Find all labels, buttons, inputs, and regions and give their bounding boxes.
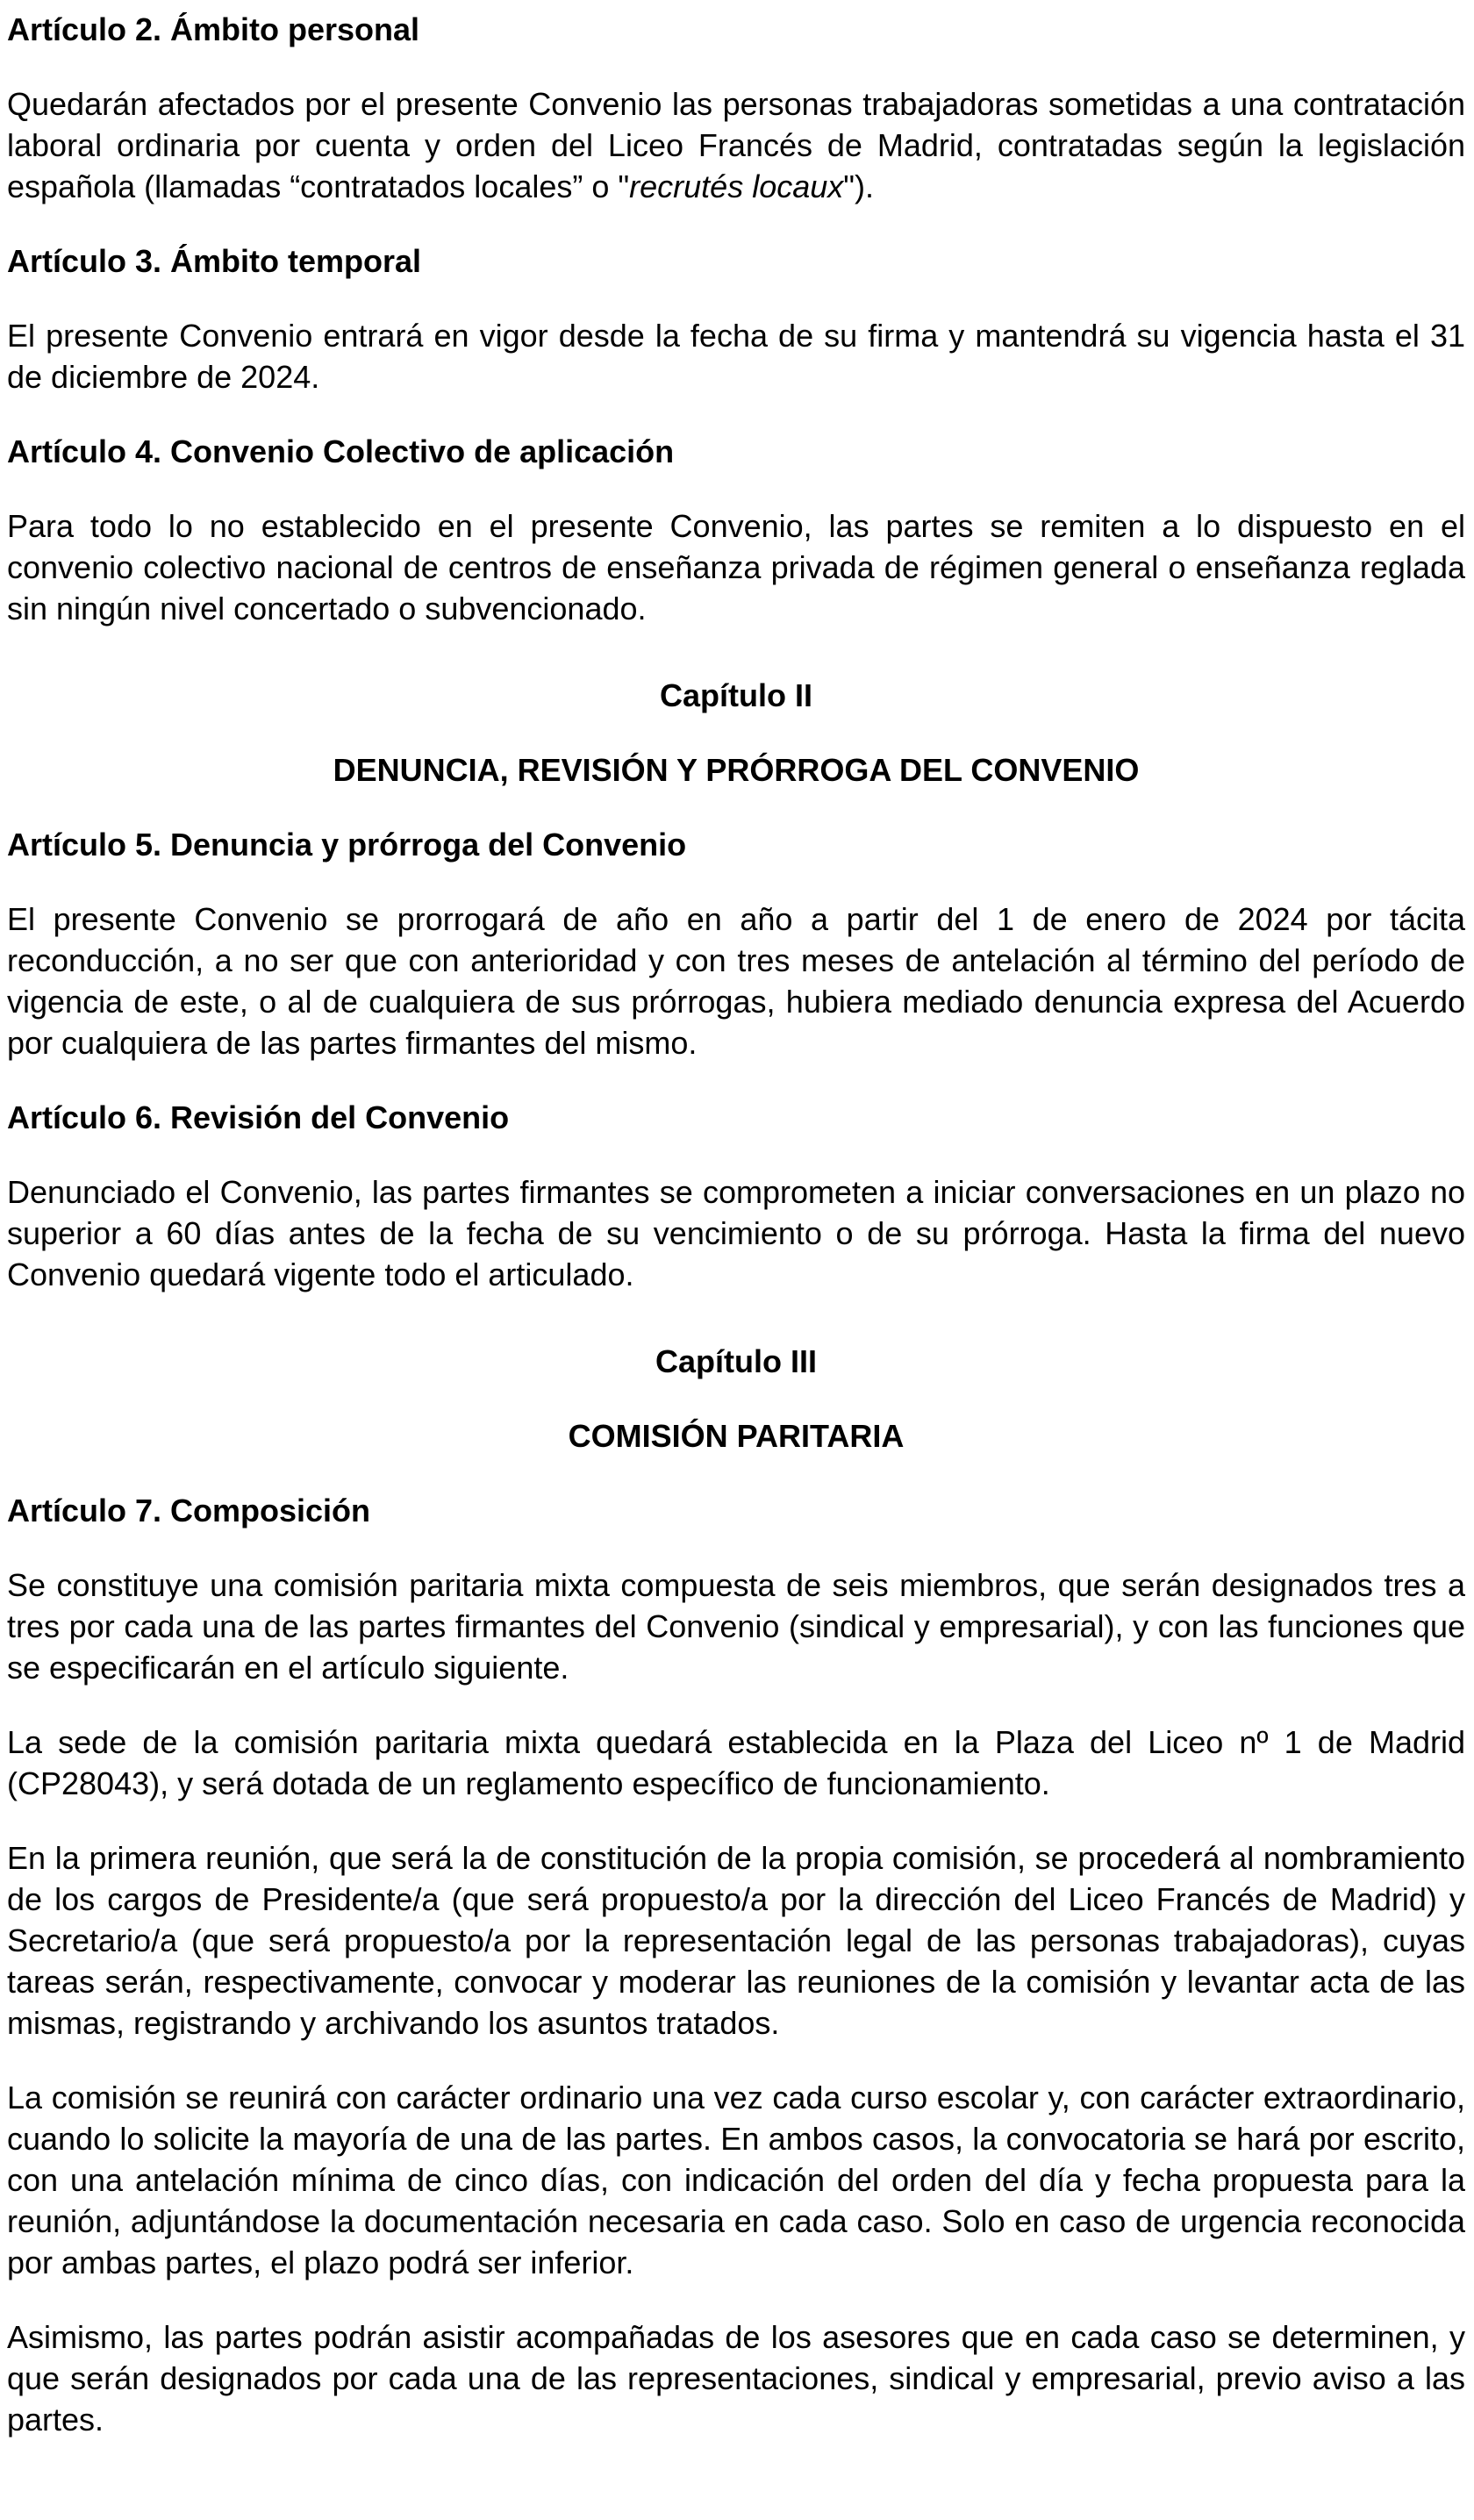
article-2-paragraph (7, 83, 1465, 207)
article-7-paragraph-2: La sede de la comisión paritaria mixta quedará establecida en la Plaza del Liceo nº 1 de Madrid (CP28043), y será dotada de un reglamento específico de funcionamiento. (7, 1724, 1465, 1801)
article-2-body-text: Quedarán afectados por el presente Convenio las personas trabajadoras sometidas a una contratación laboral ordinaria por cuenta y orden del Liceo Francés de Madrid, contratadas según la legislación española (llamadas “contratados locales” o " (7, 86, 1465, 204)
article-3-heading: Artículo 3. Ámbito temporal (7, 243, 422, 279)
article-3-paragraph: El presente Convenio entrará en vigor desde la fecha de su firma y mantendrá su vigencia hasta el 31 de diciembre de 2024. (7, 318, 1465, 395)
article-7-paragraph-4: La comisión se reunirá con carácter ordinario una vez cada curso escolar y, con carácter extraordinario, cuando lo solicite la mayoría de una de las partes. En ambos casos, la convocatoria se hará por escrito, con una antelación mínima de cinco días, con indicación del orden del día y fecha propuesta para la reunión, adjuntándose la documentación necesaria en cada caso. Solo en caso de urgencia reconocida por ambas partes, el plazo podrá ser inferior. (7, 2080, 1465, 2280)
article-7-paragraph-1: Se constituye una comisión paritaria mixta compuesta de seis miembros, que serán designados tres a tres por cada una de las partes firmantes del Convenio (sindical y empresarial), y con las funciones que se especificarán en el artículo siguiente. (7, 1567, 1465, 1686)
chapter-3-number: Capítulo III (655, 1343, 817, 1379)
article-6-paragraph: Denunciado el Convenio, las partes firmantes se comprometen a iniciar conversaciones en un plazo no superior a 60 días antes de la fecha de su vencimiento o de su prórroga. Hasta la firma del nuevo Convenio quedará vigente todo el articulado. (7, 1174, 1465, 1292)
chapter-2-title: DENUNCIA, REVISIÓN Y PRÓRROGA DEL CONVENIO (333, 752, 1140, 788)
article-4-paragraph: Para todo lo no establecido en el presente Convenio, las partes se remiten a lo dispuesto en el convenio colectivo nacional de centros de enseñanza privada de régimen general o enseñanza reglada sin ningún nivel concertado o subvencionado. (7, 508, 1465, 626)
chapter-3-title: COMISIÓN PARITARIA (568, 1418, 905, 1454)
article-5-heading: Artículo 5. Denuncia y prórroga del Convenio (7, 827, 687, 863)
article-2-heading: Artículo 2. Ámbito personal (7, 11, 420, 47)
article-7-heading: Artículo 7. Composición (7, 1493, 371, 1528)
article-5-paragraph: El presente Convenio se prorrogará de año en año a partir del 1 de enero de 2024 por tácita reconducción, a no ser que con anterioridad y con tres meses de antelación al término del período de vigencia de este, o al de cualquiera de sus prórrogas, hubiera mediado denuncia expresa del Acuerdo por cualquiera de las partes firmantes del mismo. (7, 901, 1465, 1061)
chapter-2-number: Capítulo II (660, 677, 812, 713)
article-2-body-text-end: "). (843, 168, 875, 204)
article-6-heading: Artículo 6. Revisión del Convenio (7, 1099, 510, 1135)
article-4-heading: Artículo 4. Convenio Colectivo de aplicación (7, 433, 675, 469)
italic-term-recrutes-locaux: recrutés locaux (629, 168, 844, 204)
article-7-paragraph-5: Asimismo, las partes podrán asistir acompañadas de los asesores que en cada caso se determinen, y que serán designados por cada una de las representaciones, sindical y empresarial, previo aviso a las partes. (7, 2319, 1465, 2438)
article-7-paragraph-3: En la primera reunión, que será la de constitución de la propia comisión, se procederá al nombramiento de los cargos de Presidente/a (que será propuesto/a por la dirección del Liceo Francés de Madrid) y Secretario/a (que será propuesto/a por la representación legal de las personas trabajadoras), cuyas tareas serán, respectivamente, convocar y moderar las reuniones de la comisión y levantar acta de las mismas, registrando y archivando los asuntos tratados. (7, 1840, 1465, 2041)
